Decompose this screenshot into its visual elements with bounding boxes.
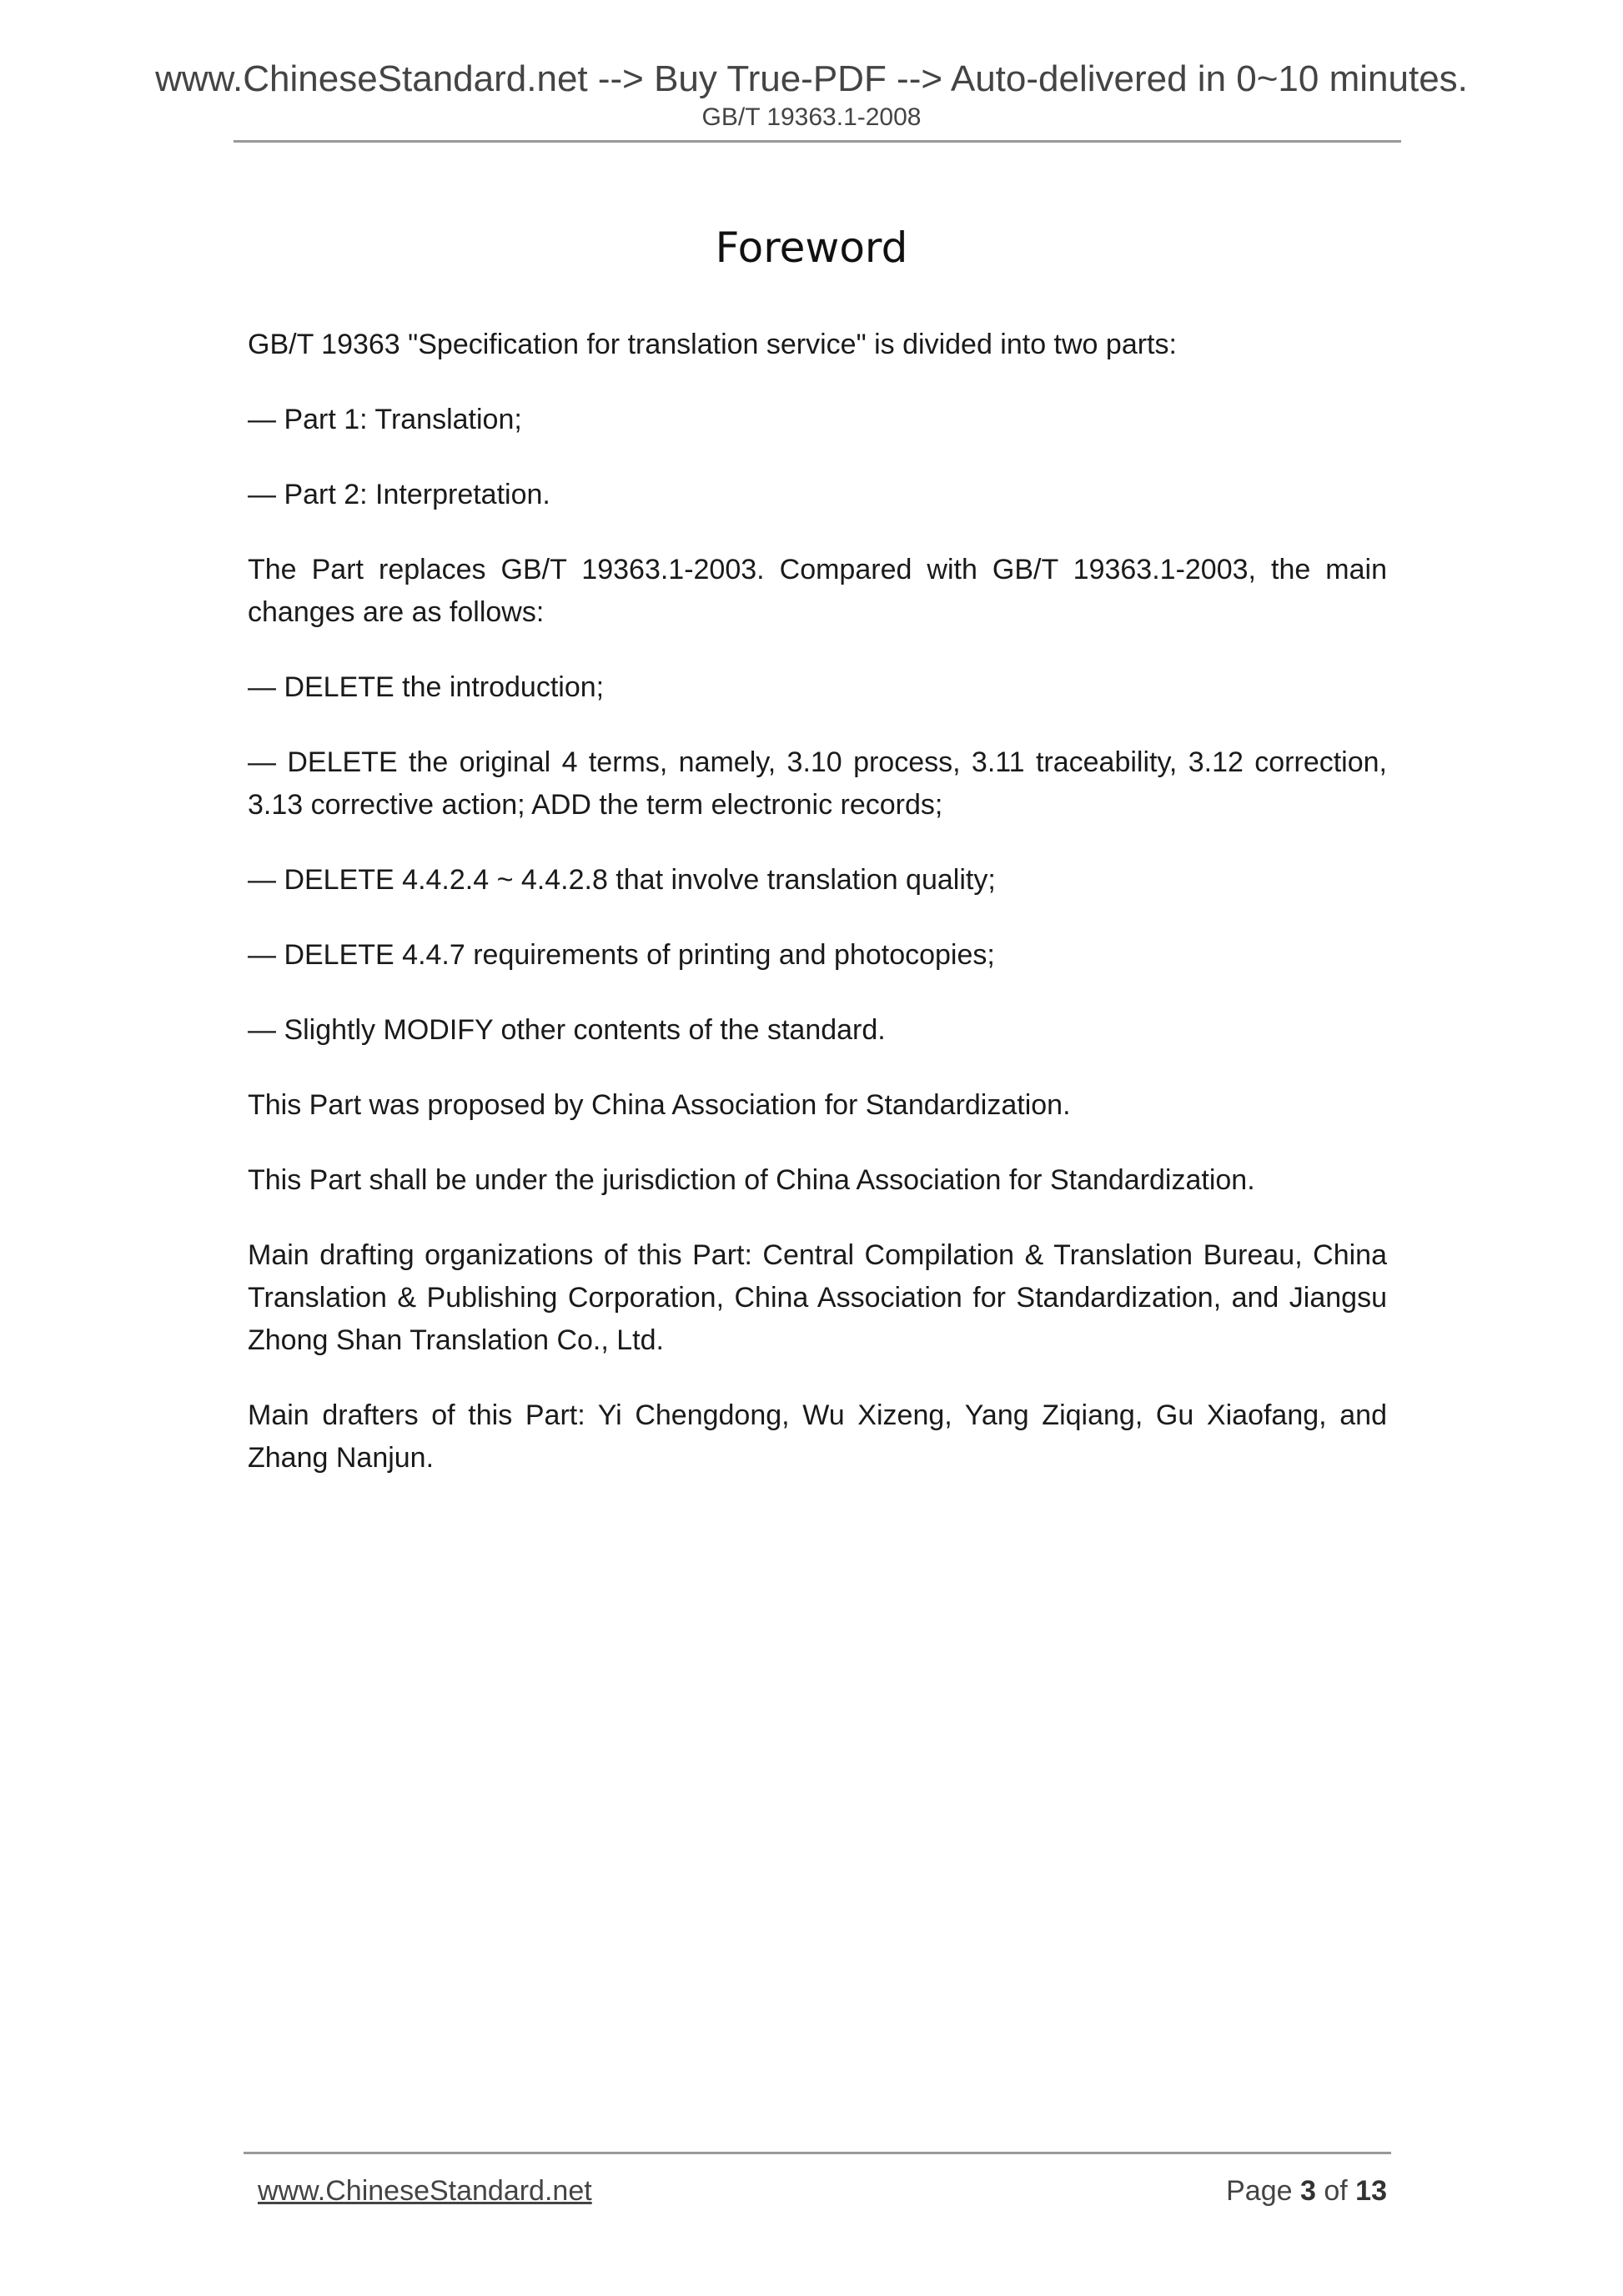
page-total: 13 <box>1355 2175 1387 2207</box>
list-item: — DELETE 4.4.7 requirements of printing and photocopies; <box>248 939 995 971</box>
page-number <box>1226 2175 1387 2208</box>
footer-divider <box>244 2152 1391 2154</box>
foreword-body <box>248 324 1387 1512</box>
page-current: 3 <box>1299 2175 1316 2207</box>
page-prefix: Page <box>1226 2175 1293 2207</box>
list-item: — Part 2: Interpretation. <box>248 479 550 510</box>
paragraph: This Part was proposed by China Association for Standardization. <box>248 1089 1071 1121</box>
paragraph: The Part replaces GB/T 19363.1-2003. Compared with GB/T 19363.1-2003, the main changes are as follows: <box>248 554 1387 628</box>
header-banner[interactable]: www.ChineseStandard.net --> Buy True-PDF --> Auto-delivered in 0~10 minutes. <box>155 58 1468 99</box>
header-divider <box>234 140 1401 143</box>
list-item: — Part 1: Translation; <box>248 404 522 435</box>
paragraph: Main drafting organizations of this Part: Central Compilation & Translation Bureau, China Translation & Publishing Corporation, China Association for Standardization, and Jiangsu Zhong Shan Translation Co., Ltd. <box>248 1239 1387 1356</box>
list-item: — Slightly MODIFY other contents of the standard. <box>248 1014 886 1046</box>
list-item: — DELETE the introduction; <box>248 671 605 703</box>
list-item: — DELETE the original 4 terms, namely, 3.10 process, 3.11 traceability, 3.12 correction, 3.13 corrective action; ADD the term electronic records; <box>248 746 1387 821</box>
paragraph: This Part shall be under the jurisdiction of China Association for Standardization. <box>248 1164 1255 1196</box>
page-of: of <box>1324 2175 1348 2207</box>
list-item: — DELETE 4.4.2.4 ~ 4.4.2.8 that involve translation quality; <box>248 864 996 896</box>
page-title: Foreword <box>715 224 908 272</box>
paragraph: Main drafters of this Part: Yi Chengdong, Wu Xizeng, Yang Ziqiang, Gu Xiaofang, and Zhang Nanjun. <box>248 1399 1387 1474</box>
paragraph: GB/T 19363 "Specification for translation service" is divided into two parts: <box>248 329 1177 360</box>
footer-website-link[interactable]: www.ChineseStandard.net <box>258 2175 592 2207</box>
standard-code: GB/T 19363.1-2008 <box>701 103 922 131</box>
